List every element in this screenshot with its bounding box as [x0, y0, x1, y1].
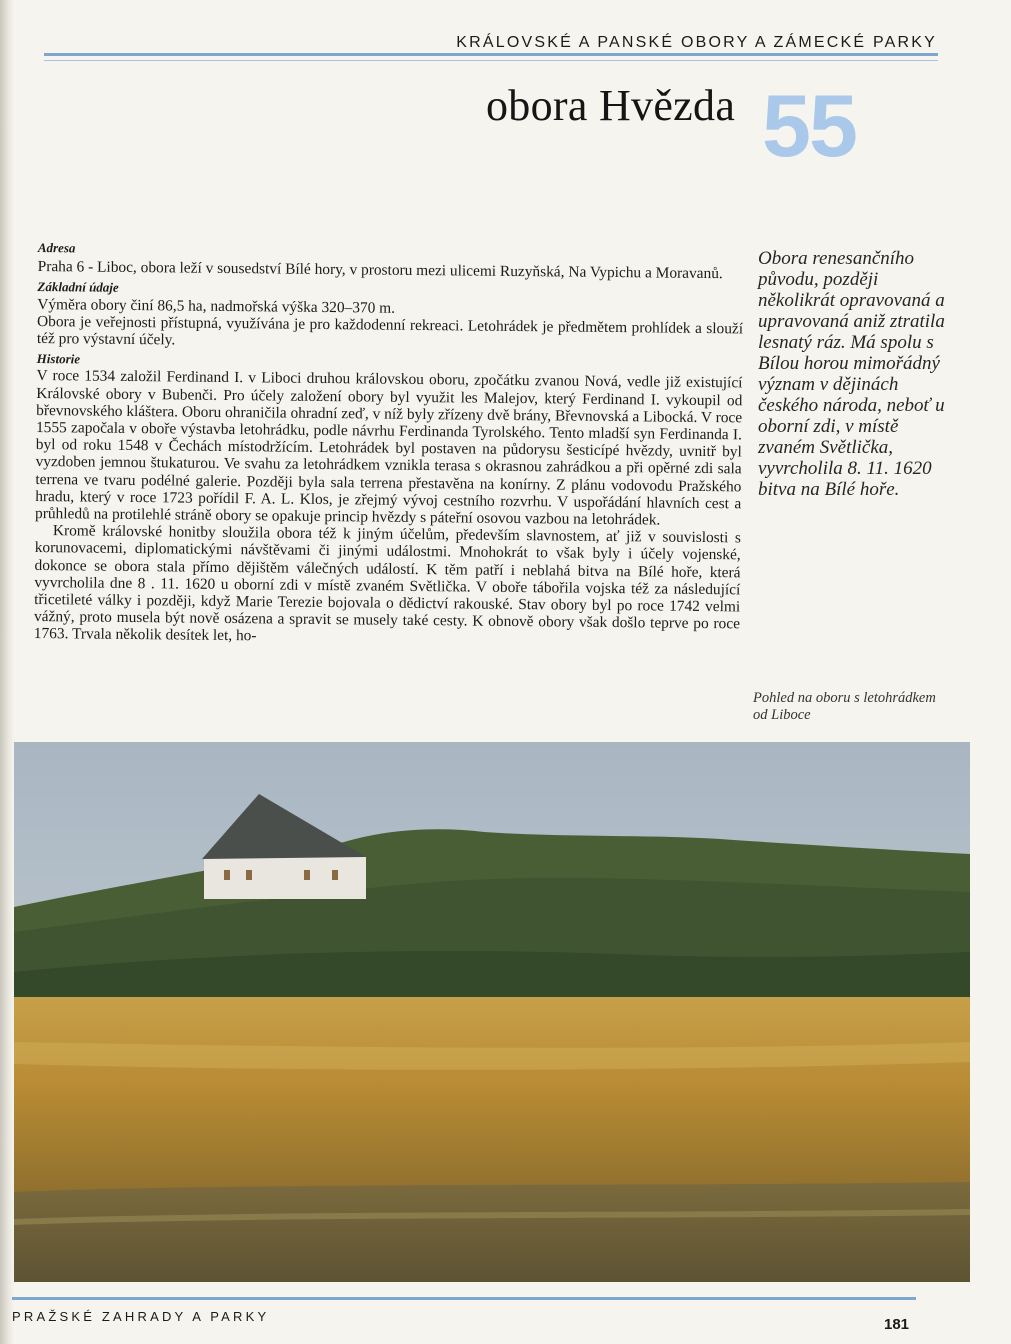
address-label: Adresa: [37, 239, 76, 256]
page-binding-edge: [0, 0, 14, 1344]
page-title: obora Hvězda: [486, 81, 736, 130]
history-label: Historie: [36, 351, 81, 367]
section-header: KRÁLOVSKÉ A PANSKÉ OBORY A ZÁMECKÉ PARKY: [456, 34, 937, 51]
history-text-1: V roce 1534 založil Ferdinand I. v Liboci druhou královskou oboru, zpočátku zvanou Nová, vedle již existující Královské obory v Bubenči. Pro účely založení obory byl využit les Malejov, který Ferdinand I. vykoupil od břevnovského kláštera. Oboru ohraničila ohradní zeď, v níž byly zřízeny dvě brány, Břevnovská a Libocká. V roce 1555 započala v oboře výstavba letohrádku, podle návrhu Ferdinanda Tyrolského. Tento mladší syn Ferdinanda I. byl od roku 1548 v Čechách místodržícím. Letohrádek byl postaven na půdorysu šesticípé hvězdy, uvnitř byl vyzdoben jemnou štukaturou. Ve svahu za letohrádkem vznikla terasa s okrasnou zahrádkou a při opěrné zdi sala terrena ve tvaru podélné galerie. Později byla sala terrena přestavěna na konírny. Z plánu vodovodu Pražského hradu, který v roce 1723 pořídil F. A. L. Klos, je zřejmý vývoj cestního rozvrhu. V uspořádání hlavních cest a průhledů na protilehlé stráně obory se opakuje princip hvězdy s páteřní osovou vazbou na letohrádek.: [35, 367, 743, 529]
footer-rule: [12, 1297, 916, 1300]
address-text: Praha 6 - Liboc, obora leží v sousedství Bílé hory, v prostoru mezi ulicemi Ruzyňská, Na Vypichu a Moravanů.: [37, 258, 723, 283]
history-text-2: Kromě královské honitby sloužila obora též k jiným účelům, především slavnostem, ať již v souvislosti s korunovacemi, diplomatickými návštěvami či jinými událostmi. Mnohokrát to však byly i účely vojenské, dokonce se obora stala přímo dějištěm válečných událostí. K těm patří i neblahá bitva na Bílé hoře, která vyvrcholila dne 8 . 11. 1620 u oborní zdi v místě zvaném Světlička. V oboře tábořila vojska též za následující třicetileté války i později, když Marie Terezie bojovala o dědictví rakouské. Stav obory byl po roce 1742 velmi vážný, proto musela být nově osázena a spravit se musely také cesty. K obnově obory však došlo teprve po roce 1763. Trvala několik desítek let, ho-: [33, 522, 741, 645]
header-rule-thin: [44, 60, 938, 61]
article-body: [34, 236, 744, 650]
basic-info-label: Základní údaje: [37, 279, 119, 296]
footer-book-title: PRAŽSKÉ ZAHRADY A PARKY: [12, 1309, 270, 1324]
landscape-illustration: [14, 742, 970, 1282]
basic-info-text-2: Obora je veřejnosti přístupná, využívána je pro každodenní rekreaci. Letohrádek je předmětem prohlídek a slouží též pro výstavní účely.: [36, 312, 744, 349]
chapter-number: 55: [762, 76, 856, 175]
basic-info-text-1: Výměra obory činí 86,5 ha, nadmořská výška 320–370 m.: [37, 295, 396, 317]
photo-caption: Pohled na oboru s letohrádkem od Liboce: [753, 690, 936, 723]
page-number: 181: [884, 1316, 910, 1333]
landscape-photo: [14, 742, 970, 1282]
header-rule: [44, 53, 938, 56]
sidebar-quote: Obora renesančního původu, později několikrát opravovaná a upravovaná aniž ztratila lesnatý ráz. Má spolu s Bílou horou mimořádný význam v dějinách českého národa, neboť u oborní zdi, v místě zvaném Světlička, vyvrcholila 8. 11. 1620 bitva na Bílé hoře.: [758, 248, 945, 500]
